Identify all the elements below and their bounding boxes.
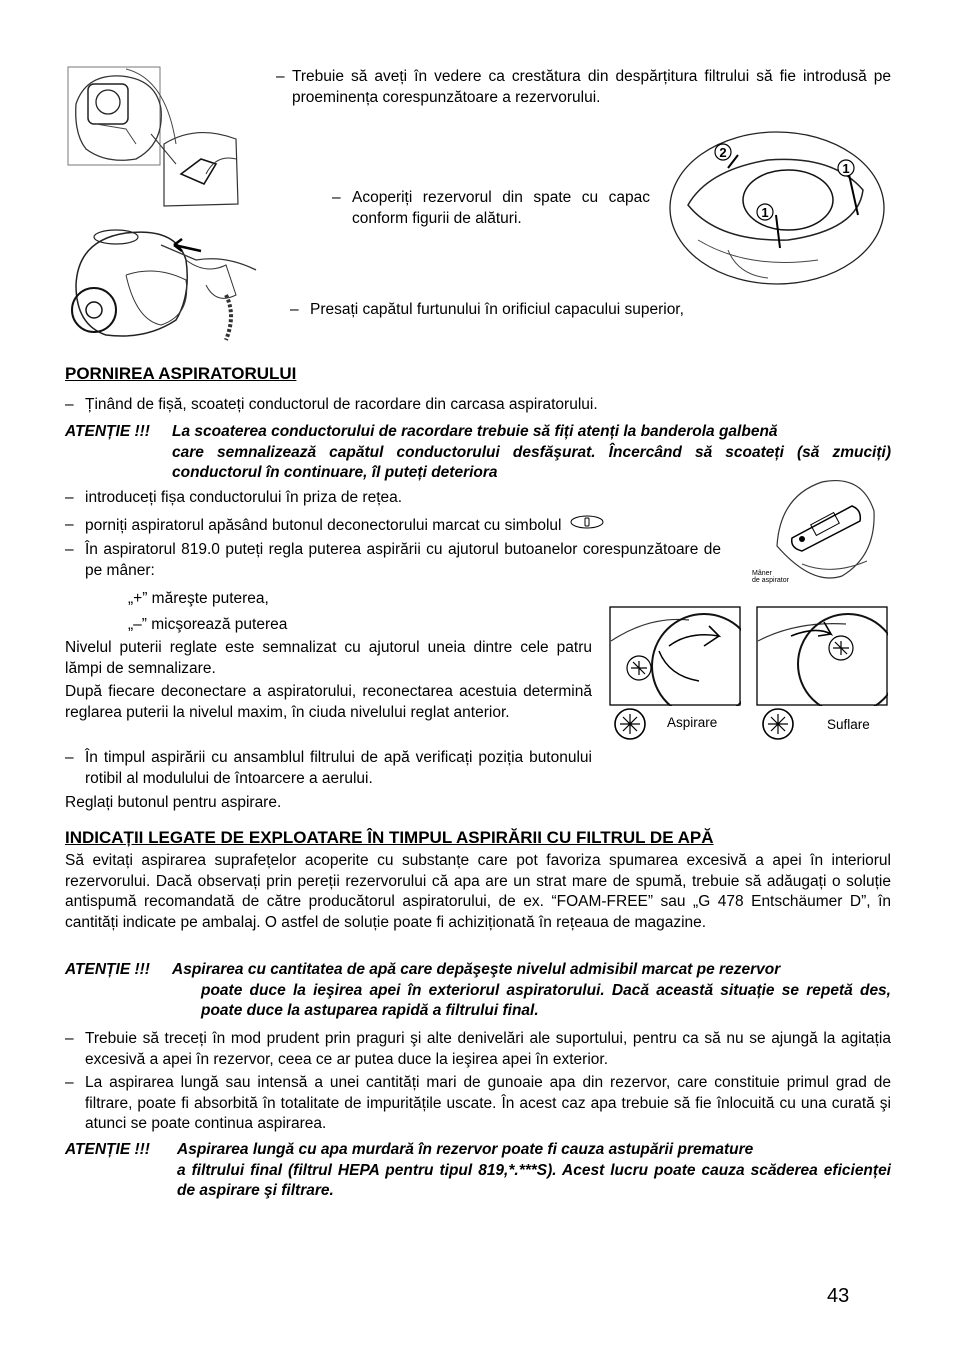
figure-number: 1 bbox=[842, 161, 850, 176]
suflare-icon bbox=[760, 706, 796, 742]
section-heading: INDICAȚII LEGATE DE EXPLOATARE ÎN TIMPUL ASPIRĂRII CU FILTRUL DE APĂ bbox=[65, 828, 714, 847]
warning-block bbox=[65, 1140, 891, 1202]
plus-line: „+” măreşte puterea, bbox=[128, 590, 269, 607]
suflare-figure bbox=[756, 606, 888, 706]
warning-label: ATENȚIE !!! bbox=[65, 1141, 150, 1158]
paragraph: După fiecare deconectare a aspiratorului, reconectarea acestuia determină reglarea puterii la nivelul maxim, în ciuda nivelului reglat anterior. bbox=[65, 683, 592, 721]
warning-block bbox=[65, 422, 891, 484]
list-item: – introduceți fișa conductorului în priza de rețea. bbox=[65, 488, 715, 509]
section1-item-4-text: În aspiratorul 819.0 puteți regla puterea aspirării cu ajutorul butoanelor corespunzătoare de pe mâner: bbox=[85, 541, 721, 579]
minus-line: „–” micşorează puterea bbox=[128, 616, 288, 633]
list-item: – Ținând de fișă, scoateți conductorul de racordare din carcasa aspiratorului. bbox=[65, 395, 891, 416]
section1-item-2-text: introduceți fișa conductorului în priza de rețea. bbox=[85, 489, 403, 506]
paragraph: Reglați butonul pentru aspirare. bbox=[65, 794, 282, 811]
aspirare-figure bbox=[609, 606, 741, 706]
power-symbol-icon bbox=[570, 515, 604, 531]
paragraph: Să evitați aspirarea suprafețelor acoperite cu substanțe care pot favoriza spumarea excesivă a apei în interiorul rezervorului. Dacă observați prin pereții rezervorului că apa are un strat mare de spumă, trebuie să adăugați o soluție antispumă recomandată de către producătorul aspiratorului, de ex. “FOAM-FREE” sau „G 478 Entschäumer D”, în cantități indicate pe ambalaj. O astfel de soluție poate fi achiziționată în rețeaua de magazine. bbox=[65, 852, 891, 931]
handle-label: de aspirator bbox=[752, 577, 789, 584]
aspirare-icon bbox=[612, 706, 648, 742]
section2-item-2-text: La aspirarea lungă sau intensă a unei cantități mari de gunoaie apa din rezervor, care constituie primul grad de filtrare, poate fi absorbită în totalitate de impuritățile uscate. În acest caz apa trebuie să fie înlocuită cu una curată şi atunci se poate continua aspirarea. bbox=[85, 1074, 891, 1132]
suflare-caption: Suflare bbox=[827, 717, 870, 732]
warning-label: ATENȚIE !!! bbox=[65, 423, 150, 440]
warning-label: ATENȚIE !!! bbox=[65, 961, 150, 978]
filter-insert-figure bbox=[66, 64, 246, 214]
section1-item-1-text: Ținând de fișă, scoateți conductorul de racordare din carcasa aspiratorului. bbox=[85, 396, 598, 413]
section1-item-3-text: porniți aspiratorul apăsând butonul deconectorului marcat cu simbolul bbox=[85, 517, 562, 534]
handle-label: Mâner bbox=[752, 570, 772, 577]
warning-line: Aspirarea cu cantitatea de apă care depăşeşte nivelul admisibil marcat pe rezervor bbox=[172, 961, 781, 978]
list-item: – porniți aspiratorul apăsând butonul deconectorului marcat cu simbolul bbox=[65, 515, 715, 537]
warning-text: poate duce la ieşirea apei în exteriorul aspiratorului. Dacă această situație se repetă des, poate duce la astuparea rapidă a filtrului final. bbox=[201, 981, 891, 1019]
paragraph: Nivelul puterii reglate este semnalizat cu ajutorul uneia dintre cele patru lămpi de semnalizare. bbox=[65, 639, 592, 677]
top-item-3-text: Presați capătul furtunului în orificiul capacului superior, bbox=[310, 301, 684, 318]
top-item-1-text: Trebuie să aveți în vedere ca crestătura din despărțitura filtrului să fie introdusă pe proeminența corespunzătoare a rezervorului. bbox=[292, 68, 891, 106]
handle-buttons-figure bbox=[772, 476, 878, 586]
section1-item-5-text: În timpul aspirării cu ansamblul filtrului de apă verificați poziția butonului rotibil al modulului de întoarcere a aerului. bbox=[85, 749, 592, 787]
page-number: 43 bbox=[827, 1285, 850, 1307]
figure-number: 1 bbox=[761, 205, 769, 220]
warning-text: care semnalizează capătul conductorului desfăşurat. Încercând să scoateți (să zmuciți) conductorul în continuare, îl puteți deteriora bbox=[172, 443, 891, 481]
list-item: – Trebuie să treceți în mod prudent prin praguri şi alte denivelări ale suportului, pentru ca să nu se ajungă la agitația excesivă a apei în rezervor, ceea ce ar putea duce la ieşirea apei în exterior. bbox=[65, 1029, 891, 1070]
section2-item-1-text: Trebuie să treceți în mod prudent prin praguri şi alte denivelări ale suportului, pentru ca să nu se ajungă la agitația excesivă a apei în rezervor, ceea ce ar putea duce la ieşirea apei în exterior. bbox=[85, 1030, 891, 1068]
warning-line: Aspirarea lungă cu apa murdară în rezervor poate fi cauza astupării premature bbox=[177, 1141, 754, 1158]
list-item: – În timpul aspirării cu ansamblul filtrului de apă verificați poziția butonului rotibil al modulului de întoarcere a aerului. bbox=[65, 748, 592, 789]
list-item: – La aspirarea lungă sau intensă a unei cantități mari de gunoaie apa din rezervor, care constituie primul grad de filtrare, poate fi absorbită în totalitate de impuritățile uscate. În acest caz apa trebuie să fie înlocuită cu una curată şi atunci se poate continua aspirarea. bbox=[65, 1073, 891, 1135]
list-item: – Acoperiți rezervorul din spate cu capac conform figurii de alături. bbox=[332, 188, 650, 229]
warning-line: La scoaterea conductorului de racordare trebuie să fiți atenți la banderola galbenă bbox=[172, 423, 778, 440]
figure-number: 2 bbox=[719, 145, 727, 160]
list-item: – Presați capătul furtunului în orificiul capacului superior, bbox=[290, 300, 770, 321]
list-item: – Trebuie să aveți în vedere ca crestătura din despărțitura filtrului să fie introdusă pe proeminența corespunzătoare a rezervorului. bbox=[276, 67, 891, 108]
section-heading: PORNIREA ASPIRATORULUI bbox=[65, 364, 297, 383]
warning-block bbox=[65, 960, 891, 1022]
top-item-2-text: Acoperiți rezervorul din spate cu capac conform figurii de alături. bbox=[352, 189, 650, 227]
aspirare-caption: Aspirare bbox=[667, 715, 718, 730]
vacuum-hose-figure bbox=[66, 225, 266, 343]
warning-text: a filtrului final (filtrul HEPA pentru tipul 819,*.***S). Acest lucru poate cauza scăderea eficienței de aspirare şi filtrare. bbox=[177, 1161, 891, 1199]
rear-cover-figure bbox=[668, 130, 886, 286]
list-item: – În aspiratorul 819.0 puteți regla puterea aspirării cu ajutorul butoanelor corespunzătoare de pe mâner: bbox=[65, 540, 721, 581]
